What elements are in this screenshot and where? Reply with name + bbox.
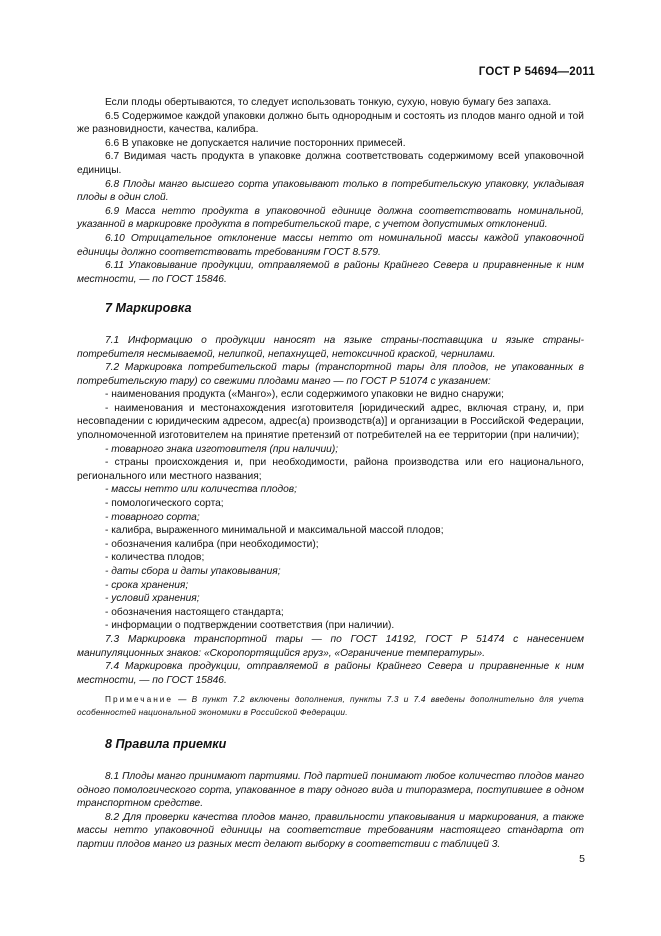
list-item: - калибра, выраженного минимальной и максимальной массой плодов;: [105, 525, 444, 537]
note: [77, 693, 584, 718]
paragraph-7-2: 7.2 Маркировка потребительской тары (транспортной тары для плодов, не упакованных в потребительскую тару) со свежими плодами манго — по ГОСТ Р 51074 с указанием:: [77, 362, 584, 387]
section-8-title: 8 Правила приемки: [105, 737, 227, 752]
note-text: — В пункт 7.2 включены дополнения, пункты 7.3 и 7.4 введены дополнительно для учета особенностей национальной экономики в Российской Федерации.: [77, 694, 584, 717]
list-item: - массы нетто или количества плодов;: [105, 484, 297, 496]
list-item: - условий хранения;: [105, 593, 200, 605]
list-item: - срока хранения;: [105, 579, 189, 591]
paragraph-6-4-cont: Если плоды обертываются, то следует использовать тонкую, сухую, новую бумагу без запаха.: [105, 97, 552, 108]
list-item: - информации о подтверждении соответствия (при наличии).: [105, 620, 395, 632]
paragraph-6-8: 6.8 Плоды манго высшего сорта упаковывают только в потребительскую упаковку, укладывая плоды в один слой.: [77, 178, 584, 204]
paragraph-8-1: 8.1 Плоды манго принимают партиями. Под партией понимают любое количество плодов манго одного помологического сорта, упакованное в тару одного вида и типоразмера, поступившее в одном транспортном средстве.: [77, 770, 584, 810]
list-item: - товарного сорта;: [105, 511, 200, 523]
note-label: Примечание: [105, 694, 174, 705]
list-item: - помологического сорта;: [105, 498, 224, 510]
list-item: - наименования продукта («Манго»), если содержимого упаковки не видно снаружи;: [105, 389, 504, 401]
list-item: - наименования и местонахождения изготовителя [юридический адрес, включая страну, и, при несовпадении с юридическим адресом, адрес(а) производств(а)] и организации в Российской Федерации, уполномоченной изготовителем на принятие претензий от потребителей на ее территории (при наличии);: [77, 402, 584, 442]
list-item: - обозначения калибра (при необходимости);: [105, 538, 319, 550]
page-number: 5: [579, 853, 585, 865]
paragraph-8-2: 8.2 Для проверки качества плодов манго, правильности упаковывания и маркирования, а также массы нетто упаковочной единицы на соответствие требованиям настоящего стандарта от партии плодов манго из разных мест делают выборку в соответствии с таблицей 3.: [77, 811, 584, 850]
paragraph-7-1: 7.1 Информацию о продукции наносят на языке страны-поставщика и языке страны-потребителя несмываемой, нелипкой, непахнущей, нетоксичной краской, чернилами.: [77, 334, 584, 360]
page-content: [77, 96, 584, 852]
list-item: - даты сбора и даты упаковывания;: [105, 566, 281, 577]
paragraph-6-5: 6.5 Содержимое каждой упаковки должно быть однородным и состоять из плодов манго одной и той же разновидности, качества, калибра.: [77, 110, 584, 136]
paragraph-7-3: 7.3 Маркировка транспортной тары — по ГОСТ 14192, ГОСТ Р 51474 с нанесением манипуляционных знаков: «Скоропортящийся груз», «Ограничение температуры».: [77, 633, 584, 659]
standard-code-header: ГОСТ Р 54694—2011: [478, 66, 595, 78]
paragraph-7-4: 7.4 Маркировка продукции, отправляемой в районы Крайнего Севера и приравненные к ним местности, — по ГОСТ 15846.: [77, 661, 584, 686]
list-item: - страны происхождения и, при необходимости, района производства или его национального, регионального или местного названия;: [77, 457, 584, 482]
paragraph-6-6: 6.6 В упаковке не допускается наличие посторонних примесей.: [105, 137, 406, 149]
paragraph-6-7: 6.7 Видимая часть продукта в упаковке должна соответствовать содержимому всей упаковочной единицы.: [77, 151, 584, 176]
list-item: - товарного знака изготовителя (при наличии);: [105, 443, 339, 455]
paragraph-6-11: 6.11 Упаковывание продукции, отправляемой в районы Крайнего Севера и приравненные к ним местности, — по ГОСТ 15846.: [77, 260, 584, 285]
paragraph-6-10: 6.10 Отрицательное отклонение массы нетто от номинальной массы каждой упаковочной единицы должно соответствовать требованиям ГОСТ 8.579.: [77, 232, 584, 258]
list-item: - количества плодов;: [105, 552, 205, 564]
list-item: - обозначения настоящего стандарта;: [105, 606, 284, 618]
paragraph-6-9: 6.9 Масса нетто продукта в упаковочной единице должна соответствовать номинальной, указанной в маркировке продукта в потребительской таре, с учетом допустимых отклонений.: [77, 205, 584, 231]
section-7-title: 7 Маркировка: [105, 301, 192, 316]
